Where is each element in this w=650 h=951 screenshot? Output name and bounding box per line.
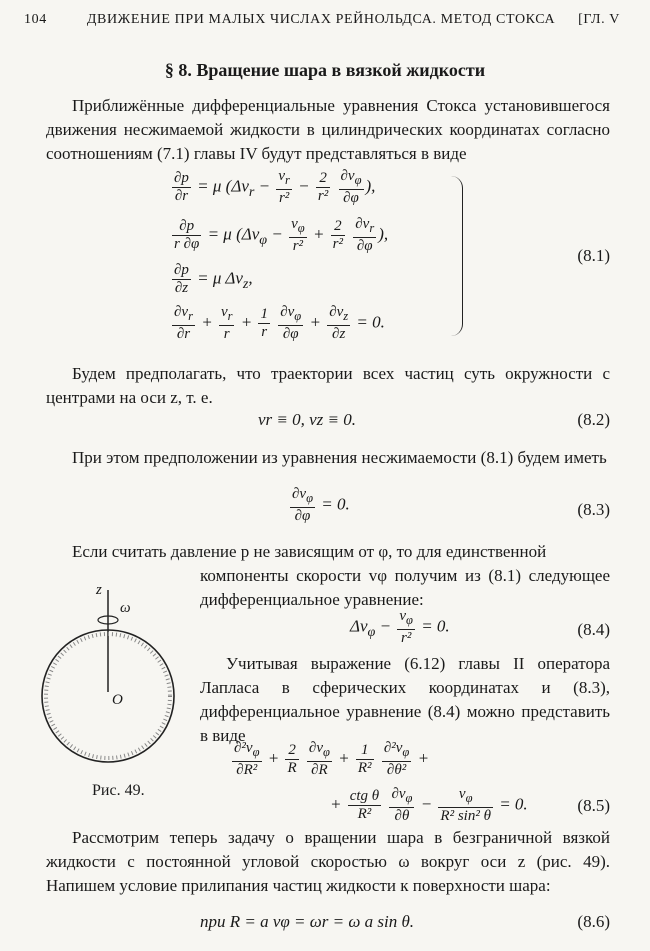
equation-8-3: $\frac{\partial v_\varphi}{\partial\varphi}$ = 0. <box>292 486 350 524</box>
equation-label-8-2: (8.2) <box>577 410 610 429</box>
equation-label-8-6: (8.6) <box>577 912 610 931</box>
paragraph-5: Учитывая выражение (6.12) главы II оператора Лапласа в сферических координатах и (8.3), дифференциальное уравнение (8.4) можно представить в виде <box>200 654 610 745</box>
equation-label-8-3: (8.3) <box>577 500 610 519</box>
paragraph-1: Приближённые дифференциальные уравнения Стокса установившегося движения несжимаемой жидкости в цилиндрических координатах согласно соотношениям (7.1) главы IV будут представляться в виде <box>46 96 610 163</box>
figure-sphere <box>28 580 188 790</box>
origin-label: O <box>112 692 123 708</box>
paragraph-4b: компоненты скорости vφ получим из (8.1) следующее дифференциальное уравнение: <box>200 566 610 609</box>
running-title: ДВИЖЕНИЕ ПРИ МАЛЫХ ЧИСЛАХ РЕЙНОЛЬДСА. МЕТОД СТОКСА <box>86 12 556 27</box>
omega-label: ω <box>120 600 131 616</box>
paragraph-2: Будем предполагать, что траектории всех частиц суть окружности с центрами на оси z, т. е. <box>46 364 610 407</box>
equation-8-6: при R = a vφ = ωr = ω a sin θ. <box>200 912 415 931</box>
equation-8-4: $\Delta v_\varphi$ − $\frac{v_\varphi}{\text{r²}}$ = 0. <box>350 608 450 646</box>
running-header <box>24 12 620 28</box>
equation-8-1-line-4: $\frac{\partial v_r}{\partial r}$ + $\frac{v_r}{r}$ + $\frac{1}{r}$ $\frac{\partial v_\varphi}{\partial\varphi}$ + $\frac{\partial v_z}{\partial z}$ = 0. <box>174 304 385 342</box>
page-number: 104 <box>24 12 47 27</box>
equation-brace <box>450 176 463 336</box>
chapter-ref: [ГЛ. V <box>578 12 620 27</box>
equation-8-5-line-2: + $\frac{\text{ctg θ}}{\text{R²}}$ $\frac{\partial v_\varphi}{\partial\theta}$ − $\frac{v_\varphi}{\text{R² sin² θ}}$ = 0. <box>330 786 528 824</box>
paragraph-4a: Если считать давление p не зависящим от φ, то для единственной <box>72 542 547 561</box>
equation-8-1-line-1: $\frac{\partial p}{\partial r}$ = μ ($\Delta v_r$ − $\frac{v_r}{\text{r²}}$ − $\frac{2}{\text{r²}}$ $\frac{\partial v_\varphi}{\partial\varphi}$ ), <box>174 168 376 206</box>
paragraph-6: Рассмотрим теперь задачу о вращении шара в безграничной вязкой жидкости с постоянной угловой скоростью ω вокруг оси z (рис. 49). Напишем условие прилипания частиц жидкости к поверхности шара: <box>46 828 610 895</box>
equation-8-2: vr ≡ 0, vz ≡ 0. <box>258 410 357 429</box>
section-title: § 8. Вращение шара в вязкой жидкости <box>164 60 486 80</box>
equation-8-5-line-1: $\frac{\partial^2v_\varphi}{\text{∂R²}}$ + $\frac{2}{R}$ $\frac{\partial v_\varphi}{\partial R}$ + $\frac{1}{\text{R²}}$ $\frac{\partial^2v_\varphi}{\text{∂θ²}}$ + <box>234 740 430 778</box>
equation-label-8-5: (8.5) <box>577 796 610 815</box>
paragraph-3: При этом предположении из уравнения несжимаемости (8.1) будем иметь <box>72 448 607 467</box>
equation-8-1-line-3: $\frac{\partial p}{\partial z}$ = μ $\Delta v_z$, <box>174 262 253 296</box>
z-axis-label: z <box>96 582 102 598</box>
equation-label-8-4: (8.4) <box>577 620 610 639</box>
equation-label-8-1: (8.1) <box>577 246 610 265</box>
equation-8-1-line-2: $\frac{\partial p}{r \partial\varphi}$ = μ ($\Delta v_\varphi$ − $\frac{v_\varphi}{\text{r²}}$ + $\frac{2}{\text{r²}}$ $\frac{\partial v_r}{\partial\varphi}$ ), <box>174 216 389 254</box>
figure-caption: Рис. 49. <box>92 782 145 799</box>
sphere-diagram <box>28 580 188 780</box>
